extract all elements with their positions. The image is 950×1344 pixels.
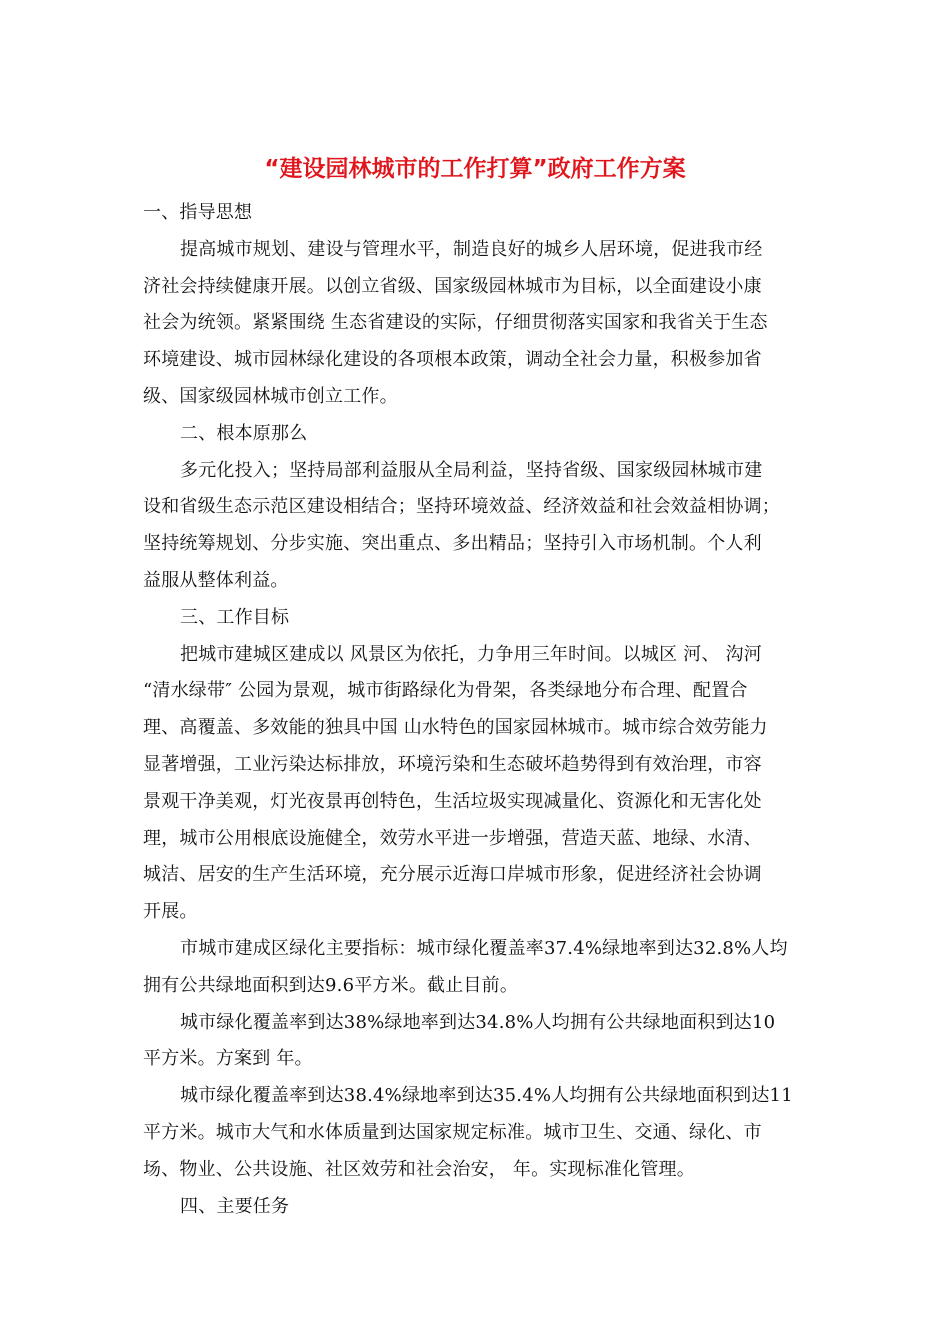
document-title: “建设园林城市的工作打算”政府工作方案 <box>264 156 686 182</box>
text-line: 开展。 <box>143 901 198 923</box>
text-line: 城市绿化覆盖率到达38%绿地率到达34.8%人均拥有公共绿地面积到达10 <box>180 1011 776 1033</box>
section-heading-main-tasks <box>143 1189 808 1226</box>
text-line: 多元化投入；坚持局部利益服从全局利益，坚持省级、国家级园林城市建 <box>180 459 763 481</box>
text-line: 级、国家级园林城市创立工作。 <box>143 385 398 407</box>
text-line: 益服从整体利益。 <box>143 569 289 591</box>
section-heading-basic-principles <box>143 416 808 453</box>
text-line: 社会为统领。紧紧围绕 生态省建设的实际，仔细贯彻落实国家和我省关于生态 <box>143 312 768 334</box>
text-line: 把城市建城区建成以 风景区为依托，力争用三年时间。以城区 河、 沟河 <box>180 643 762 665</box>
text-line: 城洁、居安的生产生活环境，充分展示近海口岸城市形象，促进经济社会协调 <box>143 864 762 886</box>
text-line: 一、指导思想 <box>143 202 253 223</box>
text-line: 理，城市公用根底设施健全，效劳水平进一步增强，营造天蓝、地绿、水清、 <box>143 827 762 849</box>
paragraph-work-goals <box>143 637 808 931</box>
text-line: 理、高覆盖、多效能的独具中国 山水特色的国家园林城市。城市综合效劳能力 <box>143 717 768 739</box>
section-heading-work-goals <box>143 600 808 637</box>
text-line: 显著增强，工业污染达标排放，环境污染和生态破坏趋势得到有效治理，市容 <box>143 753 762 775</box>
text-line: 平方米。方案到 年。 <box>143 1048 313 1070</box>
text-line: 城市绿化覆盖率到达38.4%绿地率到达35.4%人均拥有公共绿地面积到达11 <box>180 1085 793 1107</box>
text-line: “清水绿带″ 公园为景观，城市街路绿化为骨架，各类绿地分布合理、配置合 <box>143 680 748 702</box>
text-line: 三、工作目标 <box>180 606 290 628</box>
paragraph-interim-target <box>143 1005 808 1079</box>
paragraph-basic-principles <box>143 453 808 600</box>
text-line: 坚持统筹规划、分步实施、突出重点、多出精品；坚持引入市场机制。个人利 <box>143 533 762 555</box>
text-line: 二、根本原那么 <box>180 422 308 444</box>
text-line: 拥有公共绿地面积到达9.6平方米。截止目前。 <box>143 974 519 996</box>
text-line: 平方米。城市大气和水体质量到达国家规定标准。城市卫生、交通、绿化、市 <box>143 1121 762 1143</box>
document-body <box>143 195 808 1225</box>
paragraph-guiding-ideology <box>143 232 808 416</box>
text-line: 市城市建成区绿化主要指标：城市绿化覆盖率37.4%绿地率到达32.8%人均 <box>180 937 788 959</box>
text-line: 济社会持续健康开展。以创立省级、国家级园林城市为目标，以全面建设小康 <box>143 275 762 297</box>
paragraph-greening-indicators <box>143 931 808 1005</box>
paragraph-final-target <box>143 1078 808 1188</box>
text-line: 景观干净美观，灯光夜景再创特色，生活垃圾实现减量化、资源化和无害化处 <box>143 790 762 812</box>
section-heading-guiding-ideology <box>143 195 808 232</box>
text-line: 四、主要任务 <box>180 1195 290 1217</box>
text-line: 设和省级生态示范区建设相结合；坚持环境效益、经济效益和社会效益相协调； <box>143 496 780 518</box>
text-line: 提高城市规划、建设与管理水平，制造良好的城乡人居环境，促进我市经 <box>180 238 763 260</box>
text-line: 环境建设、城市园林绿化建设的各项根本政策，调动全社会力量，积极参加省 <box>143 349 762 371</box>
text-line: 场、物业、公共设施、社区效劳和社会治安， 年。实现标准化管理。 <box>143 1158 695 1180</box>
